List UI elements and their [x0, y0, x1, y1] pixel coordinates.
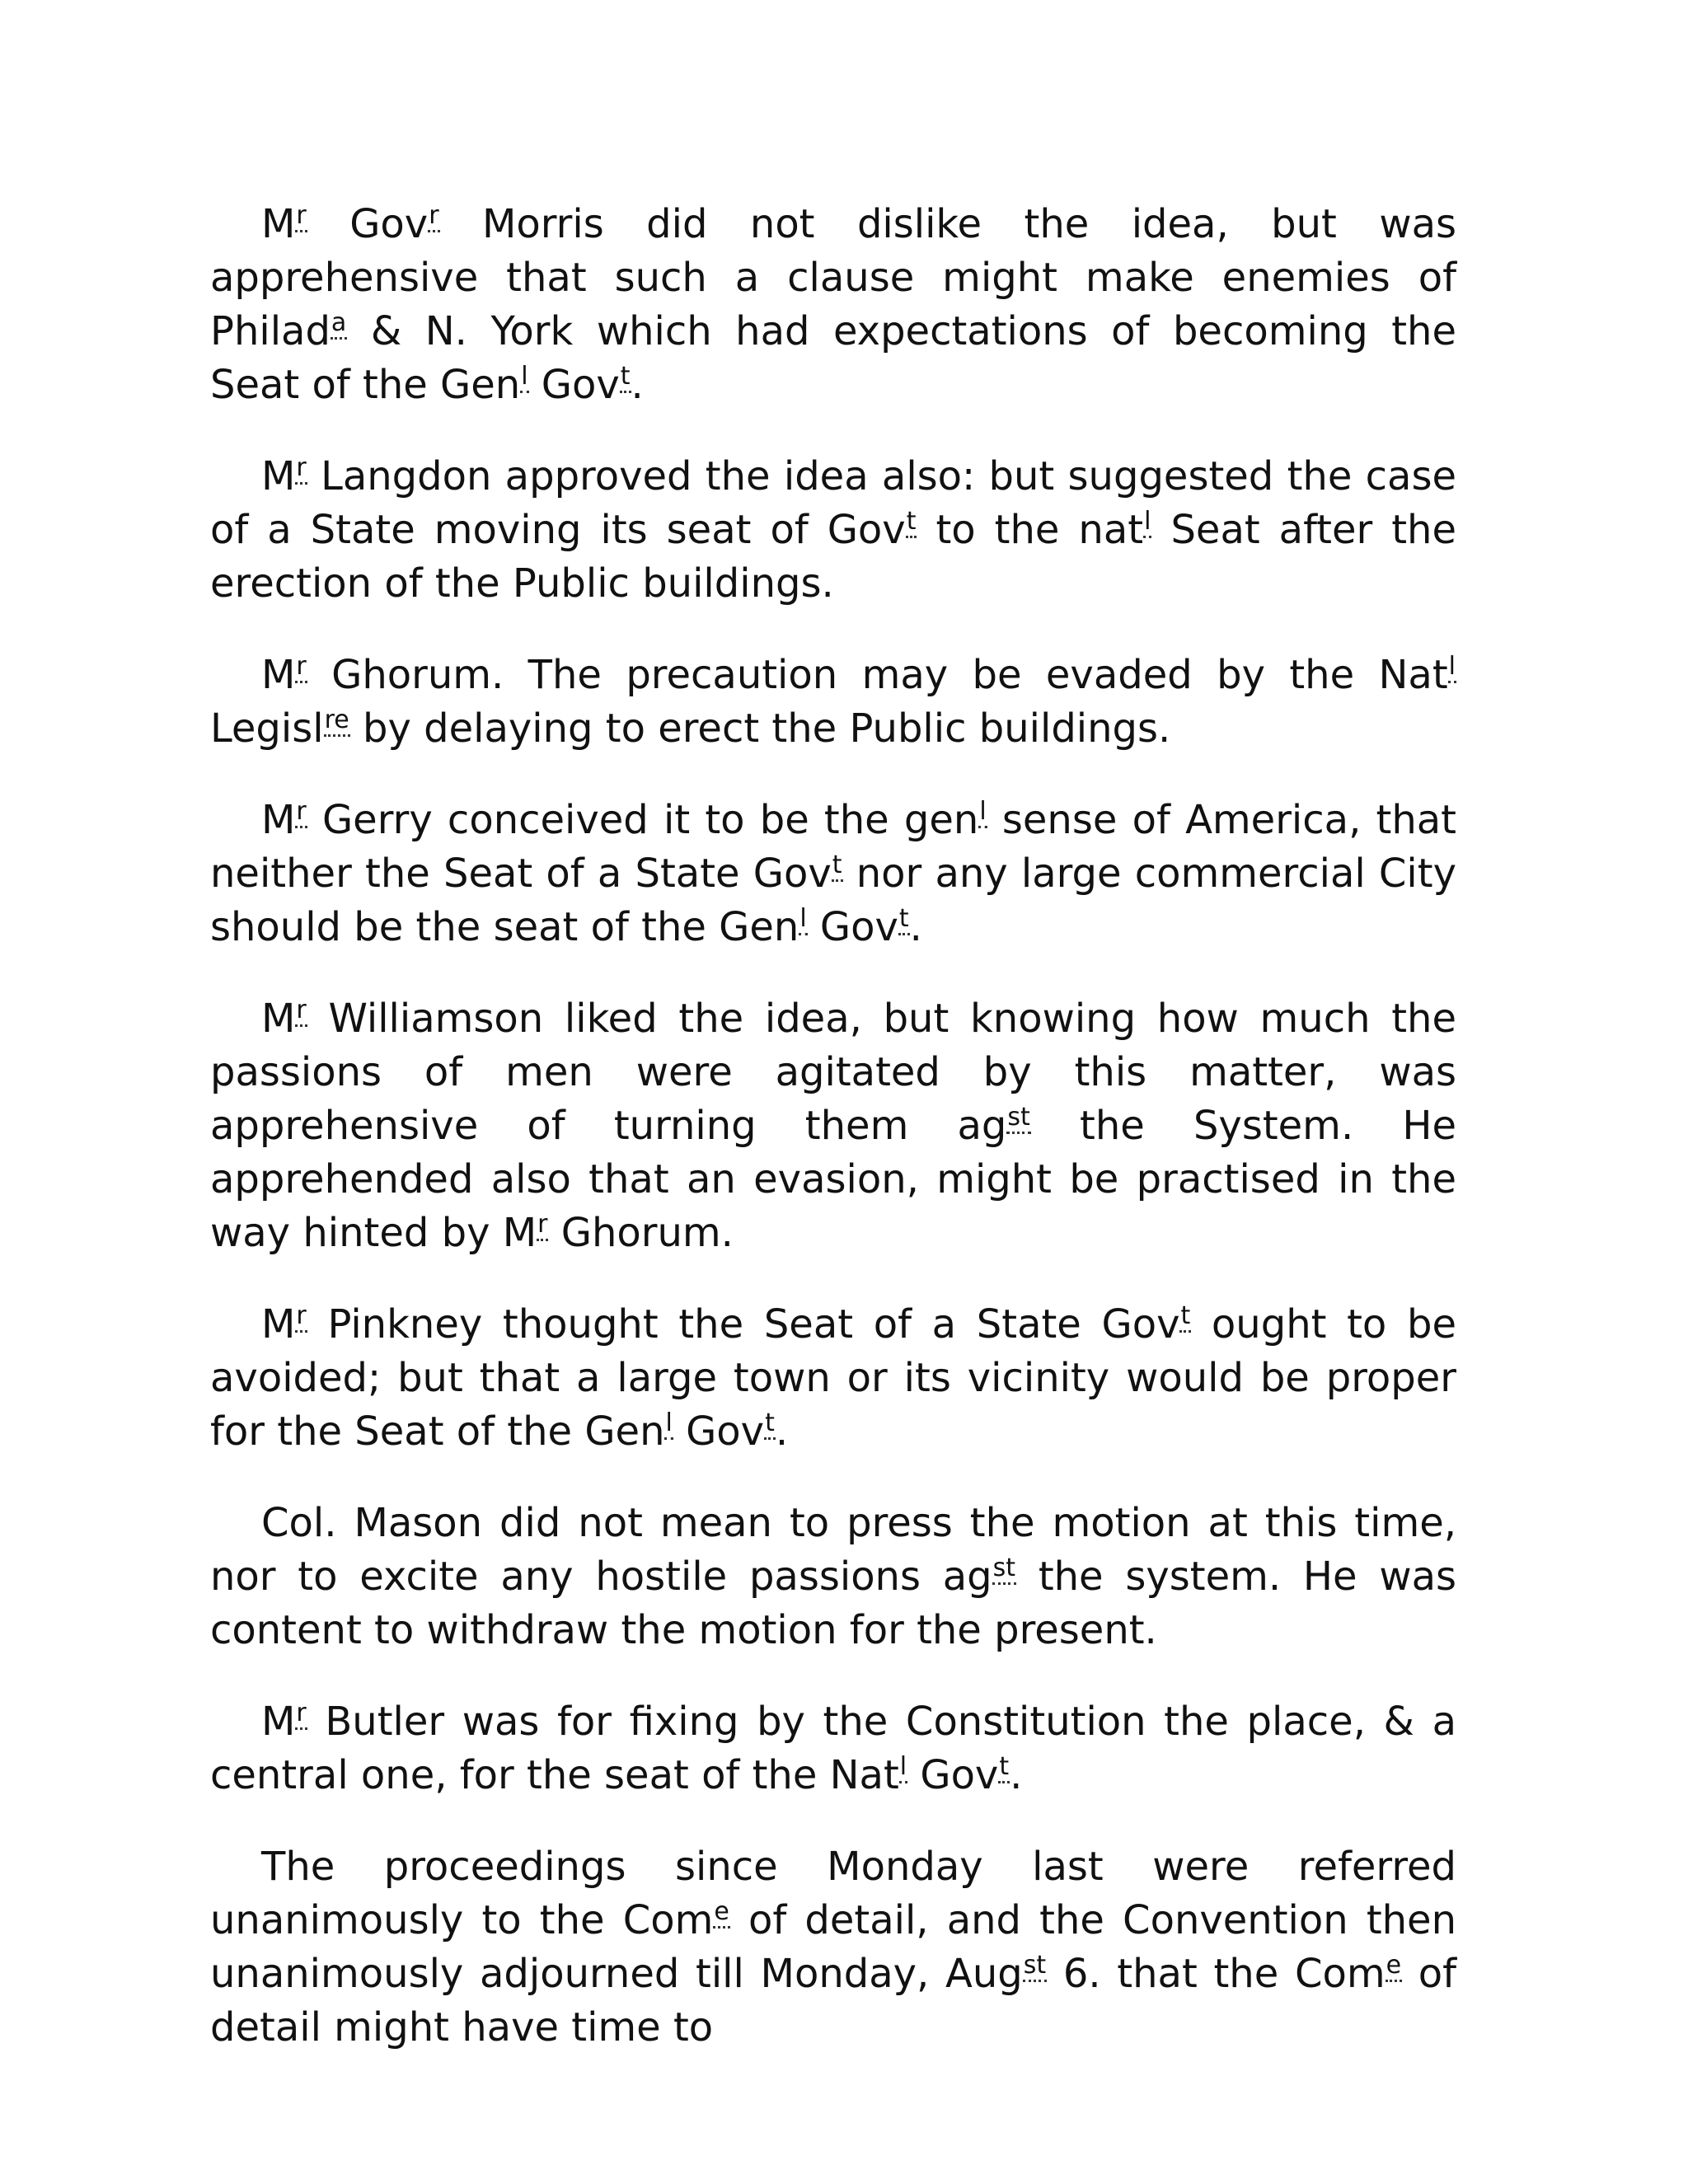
superscript-abbreviation: l	[1448, 652, 1456, 683]
text-run: Butler was for fixing by the Constitution the place, & a central one, for the seat of the Nat	[210, 1699, 1456, 1798]
text-run: Gerry conceived it to be the gen	[307, 797, 979, 843]
superscript-abbreviation: r	[295, 1699, 307, 1730]
text-run: of detail, and the Convention then unanimously adjourned till Monday, Aug	[210, 1897, 1457, 1997]
superscript-abbreviation: st	[1006, 1103, 1030, 1134]
superscript-abbreviation: l	[978, 797, 987, 828]
text-run: .	[909, 904, 922, 950]
superscript-abbreviation: t	[898, 904, 910, 935]
paragraph-ghorum	[210, 649, 1456, 756]
text-run: the System. He apprehended also that an evasion, might be practised in the way hinted by M	[210, 1103, 1456, 1256]
superscript-abbreviation: r	[295, 1301, 307, 1333]
superscript-abbreviation: e	[713, 1897, 729, 1929]
superscript-abbreviation: t	[764, 1408, 776, 1440]
superscript-abbreviation: a	[331, 308, 347, 340]
text-run: Ghorum.	[548, 1210, 734, 1256]
paragraph-butler	[210, 1695, 1456, 1802]
text-run: M	[261, 1301, 296, 1347]
superscript-abbreviation: t	[998, 1752, 1010, 1783]
text-run: Gov	[528, 362, 620, 408]
superscript-abbreviation: t	[620, 362, 631, 393]
paragraph-williamson	[210, 992, 1456, 1260]
superscript-abbreviation: re	[324, 705, 350, 737]
paragraph-proceedings	[210, 1840, 1456, 2055]
superscript-abbreviation: l	[1143, 507, 1151, 538]
document-page	[210, 198, 1456, 2093]
text-run: & N. York which had expectations of becoming the Seat of the Gen	[210, 308, 1456, 408]
paragraph-langdon	[210, 450, 1456, 611]
text-run: .	[1010, 1752, 1023, 1798]
paragraph-pinkney	[210, 1298, 1456, 1459]
text-run: M	[261, 996, 296, 1042]
text-run: ought to be avoided; but that a large town or its vicinity would be proper for the Seat of the Gen	[210, 1301, 1456, 1455]
paragraph-morris	[210, 198, 1456, 412]
superscript-abbreviation: l	[899, 1752, 907, 1783]
text-run: M	[261, 797, 296, 843]
text-run: .	[631, 362, 644, 408]
text-run: M	[261, 1699, 296, 1745]
superscript-abbreviation: t	[832, 851, 843, 882]
superscript-abbreviation: r	[295, 201, 307, 232]
superscript-abbreviation: l	[799, 904, 807, 935]
superscript-abbreviation: st	[992, 1554, 1016, 1585]
superscript-abbreviation: t	[1179, 1301, 1191, 1333]
text-run: Gov	[307, 201, 429, 247]
superscript-abbreviation: r	[537, 1210, 548, 1241]
superscript-abbreviation: r	[428, 201, 439, 232]
superscript-abbreviation: r	[295, 996, 307, 1027]
text-run: Ghorum. The precaution may be evaded by the Nat	[307, 652, 1448, 698]
text-run: 6. that the Com	[1047, 1951, 1386, 1997]
text-run: .	[775, 1408, 789, 1455]
text-run: the system. He was content to withdraw the motion for the present.	[210, 1554, 1456, 1653]
superscript-abbreviation: st	[1023, 1951, 1047, 1982]
superscript-abbreviation: e	[1386, 1951, 1402, 1982]
text-run: to the nat	[917, 507, 1144, 553]
text-run: sense of America, that neither the Seat of a State Gov	[210, 797, 1457, 897]
text-run: by delaying to erect the Public buildings.	[349, 705, 1171, 752]
superscript-abbreviation: r	[295, 797, 307, 828]
text-run: The proceedings since Monday last were referred unanimously to the Com	[210, 1844, 1456, 1943]
text-run: M	[261, 453, 296, 499]
superscript-abbreviation: l	[664, 1408, 673, 1440]
paragraph-gerry	[210, 794, 1456, 954]
superscript-abbreviation: r	[295, 453, 307, 485]
superscript-abbreviation: l	[520, 362, 528, 393]
paragraph-mason	[210, 1497, 1456, 1657]
text-run: nor any large commercial City should be the seat of the Gen	[210, 851, 1456, 950]
text-run: Williamson liked the idea, but knowing how much the passions of men were agitated by this matter, was apprehensive of turning them ag	[210, 996, 1456, 1149]
text-run: Morris did not dislike the idea, but was apprehensive that such a clause might make enemies of Philad	[210, 201, 1456, 354]
text-run: M	[261, 201, 296, 247]
text-run: M	[261, 652, 296, 698]
text-run: Pinkney thought the Seat of a State Gov	[307, 1301, 1180, 1347]
text-run: Col. Mason did not mean to press the motion at this time, nor to excite any hostile passions ag	[210, 1500, 1456, 1600]
text-run: Gov	[807, 904, 898, 950]
text-run: Seat after the erection of the Public buildings.	[210, 507, 1457, 607]
text-run: Gov	[673, 1408, 765, 1455]
text-run: of detail might have time to	[210, 1951, 1457, 2050]
text-run: Gov	[907, 1752, 999, 1798]
text-run: Langdon approved the idea also: but suggested the case of a State moving its seat of Gov	[210, 453, 1456, 553]
text-run: Legisl	[210, 705, 324, 752]
superscript-abbreviation: r	[295, 652, 307, 683]
superscript-abbreviation: t	[906, 507, 917, 538]
